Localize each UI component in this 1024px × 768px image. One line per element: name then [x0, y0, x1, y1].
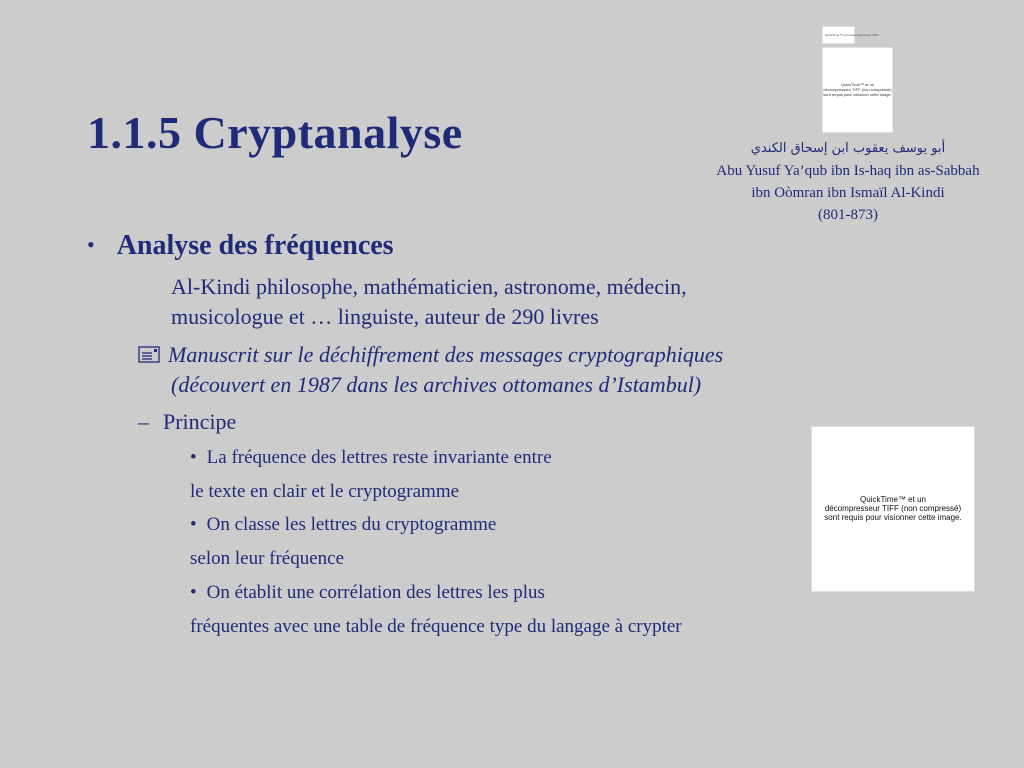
caption-name-line1: Abu Yusuf Ya’qub ibn Is-haq ibn as-Sabbah — [716, 163, 980, 179]
al-kindi-description — [171, 272, 871, 332]
bullet-frequency-analysis — [87, 230, 394, 262]
manuscript-line: (découvert en 1987 dans les archives ottomanes d’Istambul) — [171, 372, 702, 397]
placeholder-message — [806, 495, 980, 522]
quicktime-placeholder-tiny — [822, 26, 879, 44]
subitem-text: La fréquence des lettres reste invariante entre — [206, 447, 552, 468]
placeholder-line: sont requis pour visionner cette image. — [824, 513, 962, 522]
placeholder-message — [823, 82, 892, 97]
subitem-1 — [190, 441, 552, 475]
dash-marker: – — [138, 409, 149, 434]
note-icon — [138, 341, 160, 358]
manuscript-line: Manuscrit sur le déchiffrement des messages cryptographiques — [168, 342, 724, 367]
description-line: musicologue et … linguiste, auteur de 290 livres — [171, 304, 599, 329]
placeholder-line: sont requis pour visionner cette image. — [823, 92, 892, 97]
placeholder-line: décompresseur TIFF (non compressé) — [824, 504, 962, 513]
bullet-marker: • — [190, 582, 197, 603]
caption-arabic-name: أبو يوسف يعقوب ابن إسحاق الكندي — [750, 141, 946, 156]
caption-name-line2: ibn Oòmran ibn Ismaïl Al-Kindi — [751, 185, 945, 201]
caption-dates: (801-873) — [818, 207, 878, 223]
description-line: Al-Kindi philosophe, mathématicien, astronome, médecin, — [171, 274, 687, 299]
subitem-text: On classe les lettres du cryptogramme — [206, 514, 497, 535]
subitem-3 — [190, 576, 545, 610]
principle-label: Principe — [163, 409, 237, 434]
subitem-3-continuation: fréquentes avec une table de fréquence type du langage à crypter — [190, 616, 682, 637]
placeholder-line: décompresseur TIFF (non compressé) — [823, 87, 892, 92]
subitem-1-continuation: le texte en clair et le cryptogramme — [190, 481, 460, 502]
bullet-marker: • — [190, 514, 197, 535]
bullet-marker: • — [87, 232, 95, 257]
principle-heading — [138, 407, 236, 437]
subitem-text: On établit une corrélation des lettres les plus — [206, 582, 545, 603]
bullet-marker: • — [190, 447, 197, 468]
bullet-label: Analyse des fréquences — [116, 230, 394, 261]
placeholder-text: QuickTime™ et un décompresseur TIFF — [825, 33, 879, 37]
portrait-caption — [688, 138, 1008, 226]
placeholder-line: QuickTime™ et un — [841, 82, 874, 87]
subitem-2 — [190, 508, 496, 542]
slide-title: 1.1.5 Cryptanalyse — [87, 107, 463, 158]
subitem-2-continuation: selon leur fréquence — [190, 548, 345, 569]
placeholder-line: QuickTime™ et un — [860, 495, 926, 504]
quicktime-placeholder-portrait — [822, 47, 893, 133]
quicktime-placeholder-large — [811, 426, 975, 592]
manuscript-note — [138, 340, 918, 400]
